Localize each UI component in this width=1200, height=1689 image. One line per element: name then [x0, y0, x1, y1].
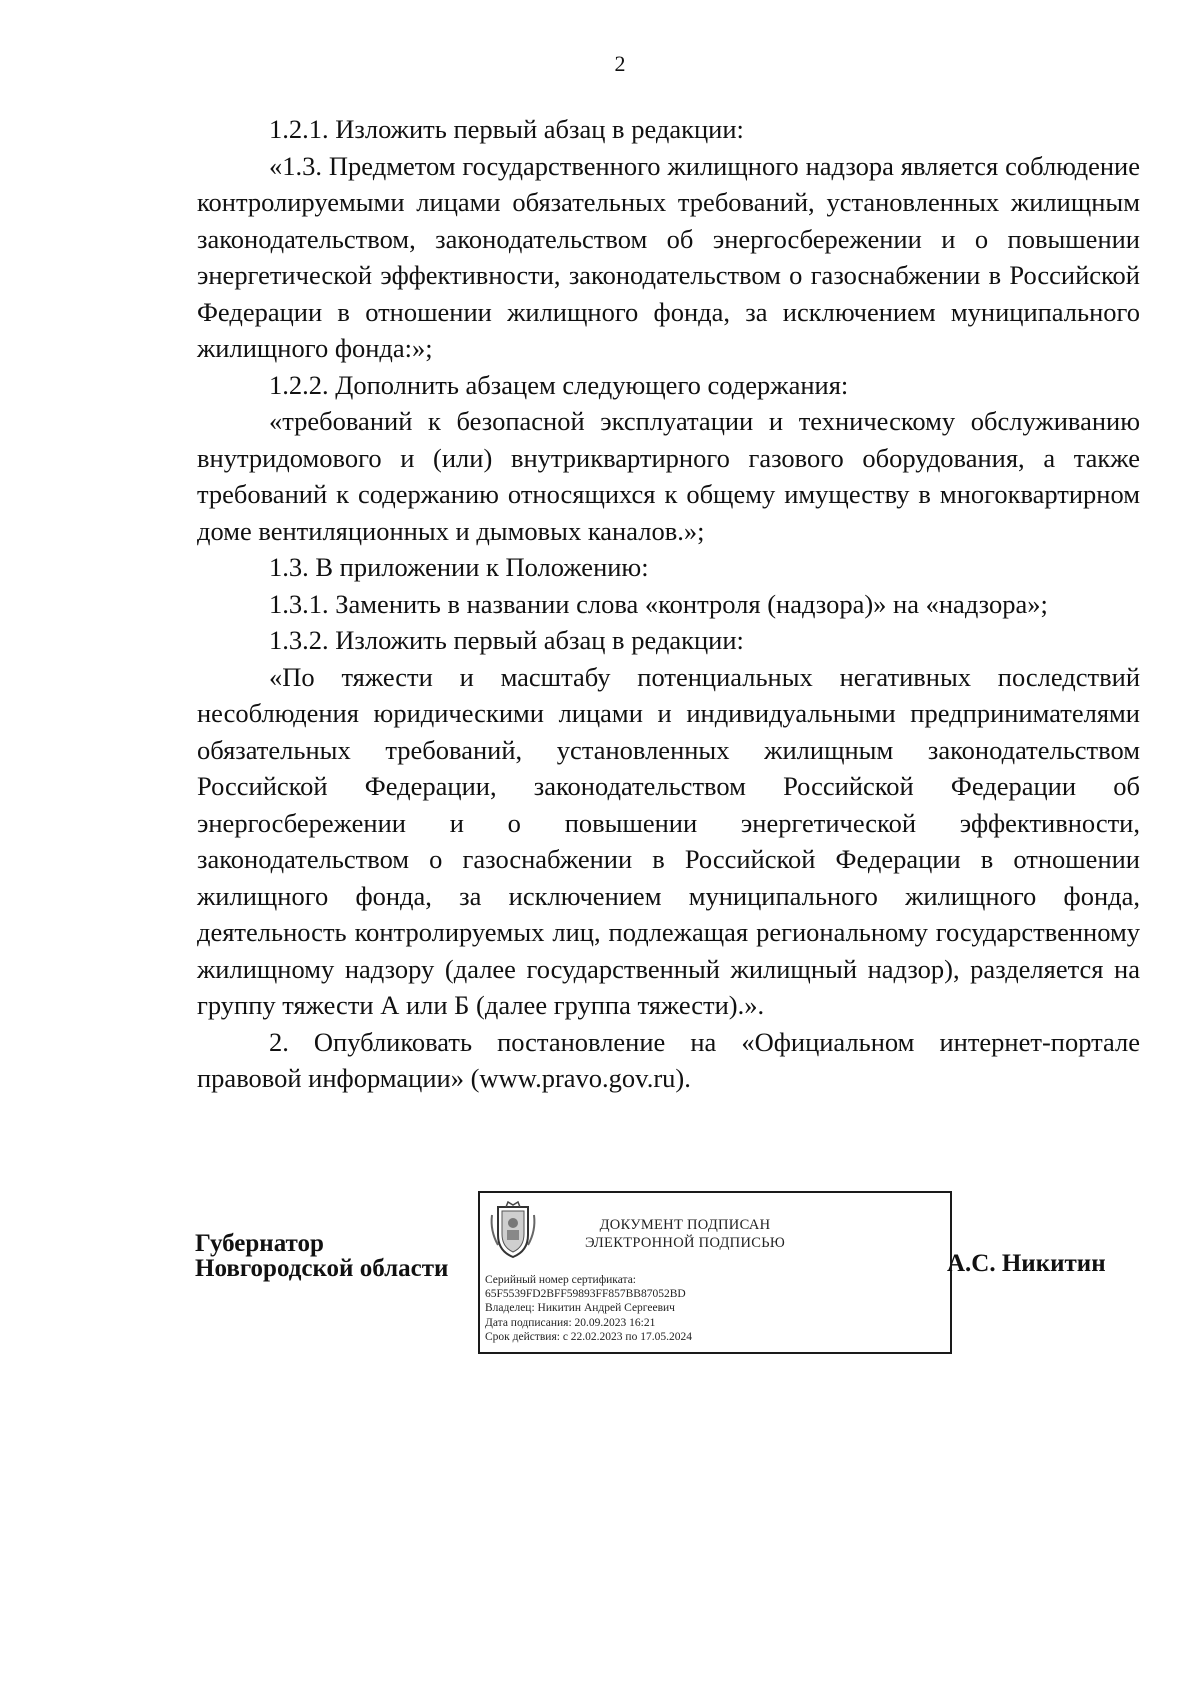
- paragraph-severity-groups: «По тяжести и масштабу потенциальных негативных последствий несоблюдения юридическими лицами и индивидуальными предпринимателями обязательных требований, установленных жилищным законодательством Российской Федерации, законодательством Российской Федерации об энергосбережении и о повышении энергетической эффективности, законодательством о газоснабжении в Российской Федерации в отношении жилищного фонда, за исключением муниципального жилищного фонда, деятельность контролируемых лиц, подлежащая региональному государственному жилищному надзору (далее государственный жилищный надзор), разделяется на группу тяжести А или Б (далее группа тяжести).».: [197, 661, 1140, 1020]
- paragraph-1-2-2: 1.2.2. Дополнить абзацем следующего содержания:: [269, 369, 849, 400]
- certificate-owner: Владелец: Никитин Андрей Сергеевич: [485, 1302, 675, 1315]
- stamp-heading: [560, 1216, 810, 1252]
- stamp-heading-line2: ЭЛЕКТРОННОЙ ПОДПИСЬЮ: [584, 1235, 786, 1251]
- paragraph-1-3-appendix: 1.3. В приложении к Положению:: [269, 552, 649, 582]
- paragraph-1-3-subject: «1.3. Предметом государственного жилищного надзора является соблюдение контролируемыми лицами обязательных требований, установленных жилищным законодательством, законодательством об энергосбережении и о повышении энергетической эффективности, законодательством о газоснабжении в Российской Федерации в отношении жилищного фонда, за исключением муниципального жилищного фонда:»;: [197, 150, 1140, 363]
- page-number: 2: [614, 51, 626, 76]
- electronic-signature-stamp: [478, 1191, 952, 1354]
- signer-name: А.С. Никитин: [947, 1250, 1106, 1277]
- stamp-details: [485, 1273, 692, 1344]
- signer-position-line1: Губернатор: [195, 1230, 324, 1257]
- coat-of-arms-emblem-icon: [488, 1201, 538, 1259]
- paragraph-1-2-1: 1.2.1. Изложить первый абзац в редакции:: [269, 114, 744, 144]
- signer-position-line2: Новгородской области: [195, 1255, 449, 1282]
- certificate-serial-number: 65F5539FD2BFF59893FF857BB87052BD: [485, 1288, 686, 1301]
- paragraph-gas-requirements: «требований к безопасной эксплуатации и техническому обслуживанию внутридомового и (или) внутриквартирного газового оборудования, а также требований к содержанию относящихся к общему имуществу в многоквартирном доме вентиляционных и дымовых каналов.»;: [197, 406, 1140, 546]
- paragraph-2-publish: 2. Опубликовать постановление на «Официальном интернет-портале правовой информации» (www.pravo.gov.ru).: [197, 1026, 1140, 1093]
- signing-date: Дата подписания: 20.09.2023 16:21: [485, 1316, 656, 1329]
- stamp-heading-line1: ДОКУМЕНТ ПОДПИСАН: [599, 1217, 771, 1233]
- document-body: [197, 111, 1140, 1097]
- paragraph-1-3-2: 1.3.2. Изложить первый абзац в редакции:: [269, 625, 744, 655]
- certificate-validity: Срок действия: с 22.02.2023 по 17.05.2024: [485, 1330, 692, 1343]
- signer-position: [195, 1231, 448, 1281]
- certificate-serial-label: Серийный номер сертификата:: [485, 1274, 636, 1286]
- paragraph-1-3-1: 1.3.1. Заменить в названии слова «контроля (надзора)» на «надзора»;: [269, 588, 1048, 619]
